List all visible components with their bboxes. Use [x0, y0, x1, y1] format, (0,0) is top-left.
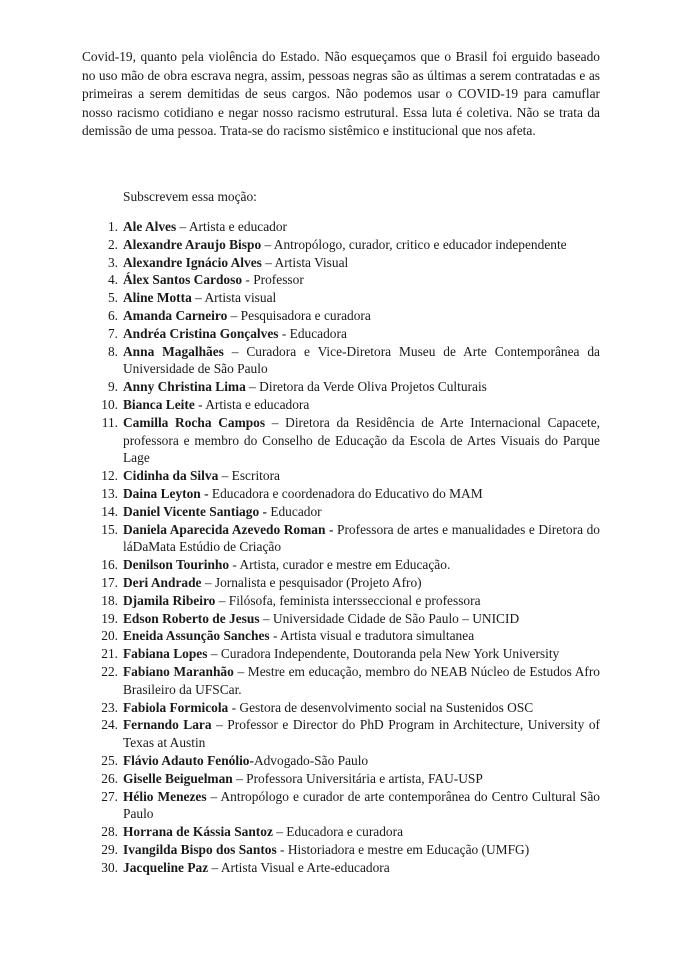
- signatory-description: Educadora: [289, 325, 347, 341]
- signatory-number: 15.: [101, 521, 118, 537]
- signatory-description: Professora de artes e manualidades e Diretora do láDaMata Estúdio de Criação: [123, 521, 600, 555]
- signatory-separator: –: [261, 236, 274, 252]
- signatory-description: Advogado-São Paulo: [253, 752, 369, 768]
- signatory-separator: –: [207, 646, 221, 662]
- signatory-number: 13.: [101, 485, 118, 501]
- signatory-number: 21.: [101, 646, 118, 662]
- signatory-separator: –: [259, 610, 273, 626]
- signatory-name: Horrana de Kássia Santoz: [123, 824, 273, 840]
- signatory-number: 8.: [107, 343, 118, 359]
- signatory-number: 22.: [101, 663, 118, 679]
- signatory-number: 5.: [107, 290, 118, 306]
- signatory-separator: –: [215, 592, 229, 608]
- signatory-number: 25.: [101, 752, 118, 768]
- intro-text: Covid-19, quanto pela violência do Estado. Não esqueçamos que o Brasil foi erguido baseado no uso mão de obra escrava negra, assim, pessoas negras são as últimas a serem contratadas e as primeiras a serem demitidas de seus cargos. Não podemos usar o COVID-19 para camuflar nosso racismo cotidiano e negar nosso racismo estrutural. Essa luta é coletiva. Não se trata da demissão de uma pessoa. Trata-se do racismo sistêmico e institucional que nos afeta.: [82, 49, 600, 138]
- signatory-item: [82, 574, 600, 592]
- signatory-item: [82, 254, 600, 272]
- signatory-name: Flávio Adauto Fenólio-: [123, 752, 254, 768]
- signatory-number: 6.: [107, 307, 118, 323]
- signatory-name: Alexandre Ignácio Alves: [123, 254, 262, 270]
- signatory-description: Artista visual e tradutora simultanea: [280, 628, 475, 644]
- signatory-number: 19.: [101, 610, 118, 626]
- signatory-name: Cidinha da Silva: [123, 468, 219, 484]
- signatory-separator: –: [261, 254, 275, 270]
- signatory-name: Denilson Tourinho: [123, 557, 230, 573]
- signatory-separator: –: [223, 343, 247, 359]
- signatory-item: [82, 521, 600, 557]
- signatory-separator: –: [208, 859, 221, 875]
- signatory-description: Jornalista e pesquisador (Projeto Afro): [214, 574, 422, 590]
- signatory-item: [82, 218, 600, 236]
- signatory-description: Curadora Independente, Doutoranda pela New York University: [220, 646, 560, 662]
- signatory-separator: –: [245, 379, 260, 395]
- signatory-description: Antropólogo, curador, critico e educador independente: [273, 236, 567, 252]
- signatory-item: [82, 378, 600, 396]
- signatory-item: [82, 699, 600, 717]
- intro-paragraph: [82, 48, 600, 141]
- signatory-separator: -: [229, 557, 240, 573]
- signatory-list: [82, 218, 600, 876]
- signatory-description: Artista e educadora: [205, 396, 310, 412]
- signatory-number: 1.: [107, 219, 118, 234]
- signatory-name: Daniela Aparecida Azevedo Roman -: [123, 521, 334, 537]
- signatory-name: Anna Magalhães: [123, 343, 224, 359]
- signatory-name: Jacqueline Paz: [123, 859, 209, 875]
- signatory-number: 16.: [101, 557, 118, 573]
- signatory-separator: –: [272, 824, 287, 840]
- signatory-description: Universidade Cidade de São Paulo – UNICID: [272, 610, 520, 626]
- signatory-name: Anny Christina Lima: [123, 379, 246, 395]
- signatory-name: Fabiola Formicola: [123, 699, 229, 715]
- signatory-name: Andréa Cristina Gonçalves: [123, 325, 279, 341]
- signatory-item: [82, 770, 600, 788]
- signatory-number: 14.: [101, 503, 118, 519]
- signatory-name: Djamila Ribeiro: [123, 592, 216, 608]
- signatory-description: Escritora: [231, 468, 280, 484]
- signatory-number: 3.: [107, 254, 118, 270]
- signatory-description: Filósofa, feminista intersseccional e professora: [228, 592, 481, 608]
- signatory-item: [82, 752, 600, 770]
- signatory-item: [82, 307, 600, 325]
- signatory-item: [82, 556, 600, 574]
- signatory-item: [82, 645, 600, 663]
- signatory-item: [82, 503, 600, 521]
- signatory-description: Pesquisadora e curadora: [240, 307, 371, 323]
- signatory-number: 9.: [107, 379, 118, 395]
- signatory-description: Educadora e curadora: [286, 824, 404, 840]
- signatory-item: [82, 271, 600, 289]
- signatory-description: Artista, curador e mestre em Educação.: [239, 557, 451, 573]
- signatory-number: 18.: [101, 592, 118, 608]
- signatory-item: [82, 592, 600, 610]
- signatory-name: Edson Roberto de Jesus: [123, 610, 260, 626]
- signatory-description: Mestre em educação, membro do NEAB Núcleo de Estudos Afro Brasileiro da UFSCar.: [123, 663, 600, 697]
- signatory-description: Artista visual: [204, 290, 277, 306]
- signatory-description: Historiadora e mestre em Educação (UMFG): [287, 841, 530, 857]
- signatory-separator: –: [176, 219, 189, 234]
- signatory-item: [82, 859, 600, 877]
- signatory-name: Amanda Carneiro: [123, 307, 228, 323]
- signatory-name: Deri Andrade: [123, 574, 202, 590]
- signatory-name: Aline Motta: [123, 290, 192, 306]
- signatory-name: Alexandre Araujo Bispo: [123, 236, 262, 252]
- signatory-item: [82, 414, 600, 467]
- signatory-item: [82, 343, 600, 379]
- signatory-description: Artista Visual e Arte-educadora: [220, 859, 390, 875]
- signatory-item: [82, 236, 600, 254]
- signatory-separator: -: [276, 841, 288, 857]
- signatory-separator: -: [242, 272, 254, 288]
- signatory-number: 11.: [101, 414, 118, 430]
- signatory-separator: -: [228, 699, 240, 715]
- signatory-number: 29.: [101, 841, 118, 857]
- signatory-description: Professor: [253, 272, 304, 288]
- signatory-separator: –: [232, 770, 247, 786]
- signatory-item: [82, 841, 600, 859]
- subscribe-heading: Subscrevem essa moção:: [123, 189, 257, 204]
- signatory-number: 24.: [101, 717, 118, 733]
- signatory-name: Álex Santos Cardoso: [123, 272, 243, 288]
- signatory-name: Daina Leyton -: [123, 485, 209, 501]
- signatory-item: [82, 325, 600, 343]
- signatory-item: [82, 716, 600, 752]
- signatory-number: 2.: [107, 236, 118, 252]
- signatory-description: Educador: [270, 503, 322, 519]
- signatory-name: Ale Alves: [123, 219, 177, 234]
- signatory-item: [82, 485, 600, 503]
- signatory-item: [82, 823, 600, 841]
- signatory-description: Gestora de desenvolvimento social na Sustenidos OSC: [239, 699, 534, 715]
- signatory-description: Antropólogo e curador de arte contemporânea do Centro Cultural São Paulo: [123, 788, 601, 822]
- signatory-number: 26.: [101, 770, 118, 786]
- signatory-separator: –: [218, 468, 232, 484]
- signatory-name: Camilla Rocha Campos: [123, 414, 266, 430]
- signatory-number: 28.: [101, 824, 118, 840]
- signatory-number: 30.: [101, 859, 118, 875]
- signatory-description: Professor e Director do PhD Program in Architecture, University of Texas at Austin: [123, 717, 600, 751]
- signatory-separator: –: [265, 414, 286, 430]
- signatory-number: 12.: [101, 468, 118, 484]
- signatory-item: [82, 610, 600, 628]
- signatory-item: [82, 663, 600, 699]
- signatory-number: 4.: [107, 272, 118, 288]
- signatory-number: 20.: [101, 628, 118, 644]
- signatory-separator: -: [194, 396, 206, 412]
- signatory-name: Bianca Leite: [123, 396, 195, 412]
- signatory-description: Educadora e coordenadora do Educativo do MAM: [211, 485, 483, 501]
- signatory-item: [82, 467, 600, 485]
- signatory-name: Hélio Menezes: [123, 788, 207, 804]
- signatory-description: Diretora da Residência de Arte Internacional Capacete, professora e membro do Conselho de Educação da Escola de Artes Visuais do Parque Lage: [123, 414, 601, 466]
- signatory-separator: –: [206, 788, 221, 804]
- signatory-separator: -: [278, 325, 290, 341]
- signatory-name: Fernando Lara: [123, 717, 212, 733]
- signatory-item: [82, 788, 600, 824]
- signatory-separator: –: [191, 290, 205, 306]
- signatory-description: Artista Visual: [274, 254, 349, 270]
- signatory-number: 10.: [101, 396, 118, 412]
- signatory-item: [82, 289, 600, 307]
- signatory-description: Curadora e Vice-Diretora Museu de Arte Contemporânea da Universidade de São Paulo: [123, 343, 601, 377]
- signatory-name: Fabiano Maranhão: [123, 663, 234, 679]
- signatory-name: Daniel Vicente Santiago -: [123, 503, 267, 519]
- signatory-item: [82, 396, 600, 414]
- signatory-name: Eneida Assunção Sanches: [123, 628, 270, 644]
- signatory-separator: –: [201, 574, 215, 590]
- signatory-description: Artista e educador: [188, 219, 287, 234]
- signatory-number: 27.: [101, 788, 118, 804]
- signatory-number: 17.: [101, 574, 118, 590]
- signatory-description: Professora Universitária e artista, FAU-USP: [246, 770, 483, 786]
- signatory-description: Diretora da Verde Oliva Projetos Culturais: [259, 379, 487, 395]
- signatory-name: Ivangilda Bispo dos Santos: [123, 841, 277, 857]
- signatory-separator: –: [233, 663, 248, 679]
- signatory-item: [82, 627, 600, 645]
- signatory-name: Giselle Beiguelman: [123, 770, 233, 786]
- signatory-number: 23.: [101, 699, 118, 715]
- signatory-separator: –: [227, 307, 241, 323]
- signatory-separator: -: [269, 628, 281, 644]
- signatory-name: Fabiana Lopes: [123, 646, 208, 662]
- signatory-separator: –: [211, 717, 228, 733]
- signatory-number: 7.: [107, 325, 118, 341]
